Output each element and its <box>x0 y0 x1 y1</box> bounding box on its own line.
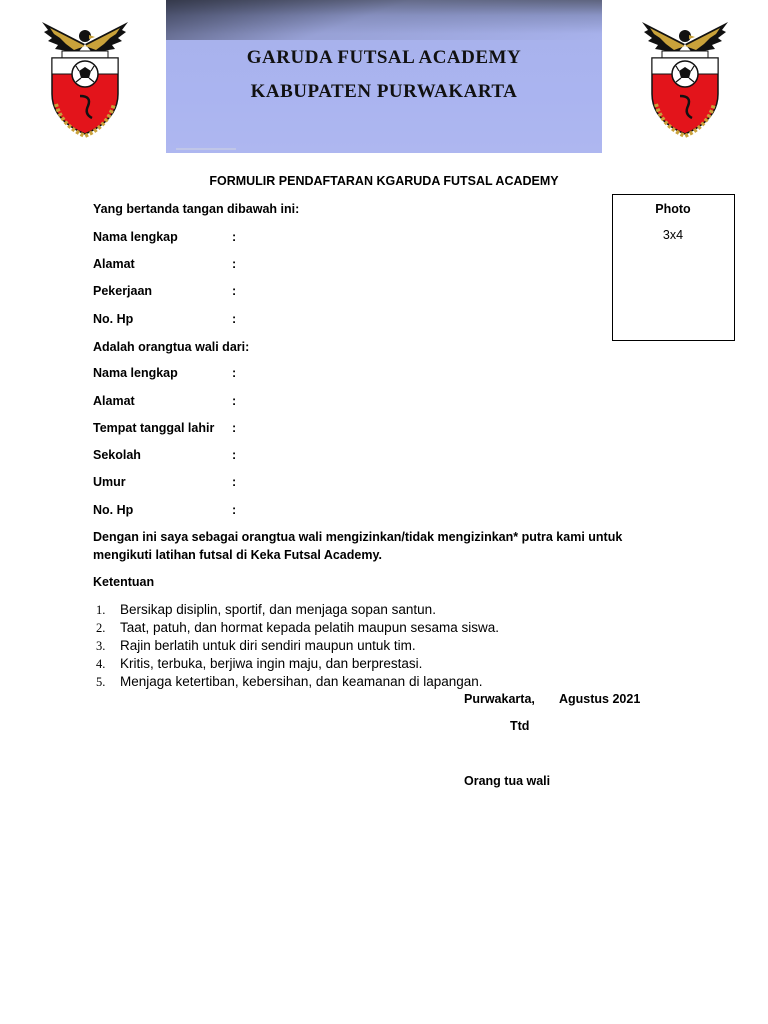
signature-role: Orang tua wali <box>464 774 551 788</box>
banner-sheen <box>166 0 602 40</box>
list-number: 1. <box>96 603 106 617</box>
field-separator: : <box>232 257 237 271</box>
garuda-eagle-crest-icon <box>640 14 730 140</box>
child-birth-label: Tempat tanggal lahir <box>93 421 215 435</box>
signature-ttd: Ttd <box>510 719 530 733</box>
parent-address-label: Alamat <box>93 257 135 271</box>
field-separator: : <box>232 394 237 408</box>
parent-phone-label: No. Hp <box>93 312 134 326</box>
form-title: FORMULIR PENDAFTARAN KGARUDA FUTSAL ACADEMY <box>209 174 559 188</box>
parent-occupation-label: Pekerjaan <box>93 284 153 298</box>
signature-date: Agustus 2021 <box>559 692 641 706</box>
photo-label: Photo <box>655 202 691 216</box>
academy-name: GARUDA FUTSAL ACADEMY <box>246 47 522 68</box>
rules-heading: Ketentuan <box>93 575 155 589</box>
list-text: Rajin berlatih untuk diri sendiri maupun untuk tim. <box>120 638 416 653</box>
child-name-label: Nama lengkap <box>93 366 178 380</box>
field-separator: : <box>232 312 237 326</box>
field-separator: : <box>232 475 237 489</box>
list-text: Taat, patuh, dan hormat kepada pelatih maupun sesama siswa. <box>120 620 499 635</box>
photo-size-label: 3x4 <box>662 228 684 242</box>
list-text: Menjaga ketertiban, kebersihan, dan keamanan di lapangan. <box>120 674 483 689</box>
list-number: 4. <box>96 657 106 671</box>
parent-name-label: Nama lengkap <box>93 230 178 244</box>
list-text: Kritis, terbuka, berjiwa ingin maju, dan berprestasi. <box>120 656 423 671</box>
section2-intro: Adalah orangtua wali dari: <box>93 340 250 354</box>
photo-placeholder <box>612 194 735 341</box>
list-text: Bersikap disiplin, sportif, dan menjaga sopan santun. <box>120 602 436 617</box>
header-banner <box>166 0 602 153</box>
consent-line-2: mengikuti latihan futsal di Keka Futsal Academy. <box>93 548 382 562</box>
letterhead <box>0 0 768 153</box>
list-number: 3. <box>96 639 106 653</box>
list-number: 2. <box>96 621 106 635</box>
child-age-label: Umur <box>93 475 126 489</box>
child-address-label: Alamat <box>93 394 135 408</box>
field-separator: : <box>232 230 237 244</box>
child-school-label: Sekolah <box>93 448 141 462</box>
field-separator: : <box>232 448 237 462</box>
field-separator: : <box>232 421 237 435</box>
field-separator: : <box>232 503 237 517</box>
regency-name: KABUPATEN PURWAKARTA <box>250 81 518 102</box>
garuda-eagle-crest-icon <box>40 14 130 140</box>
field-separator: : <box>232 366 237 380</box>
consent-line-1: Dengan ini saya sebagai orangtua wali mengizinkan/tidak mengizinkan* putra kami untuk <box>93 530 623 544</box>
list-number: 5. <box>96 675 106 689</box>
signature-place: Purwakarta, <box>464 692 535 706</box>
banner-footer-mark <box>176 148 236 150</box>
child-phone-label: No. Hp <box>93 503 134 517</box>
section1-intro: Yang bertanda tangan dibawah ini: <box>93 202 300 216</box>
field-separator: : <box>232 284 237 298</box>
